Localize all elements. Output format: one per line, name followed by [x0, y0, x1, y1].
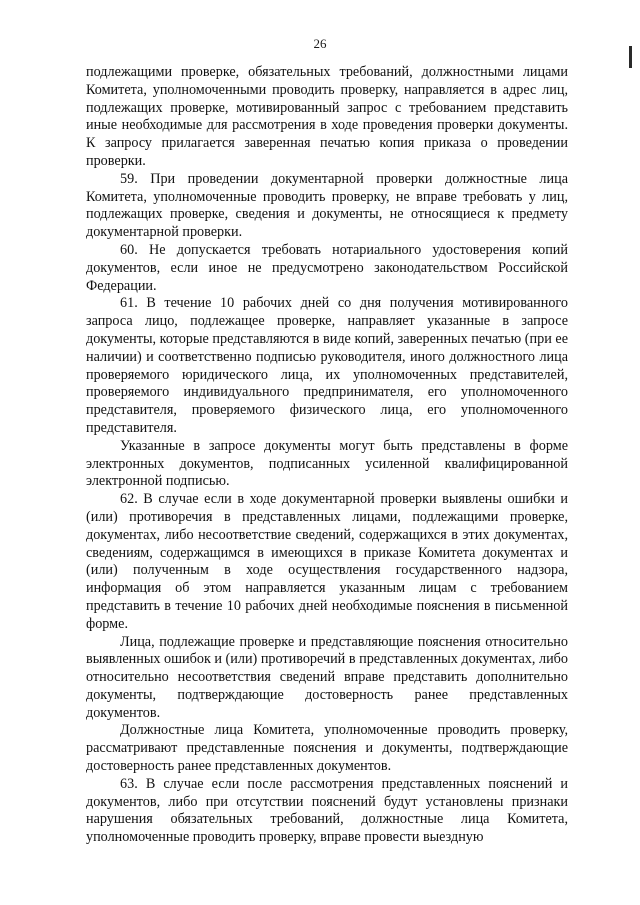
- paragraph-62: 62. В случае если в ходе документарной проверки выявлены ошибки и (или) противоречия в представленных лицами, подлежащими проверке, документах, либо несоответствие сведений, содержащихся в этих документах, сведениям, содержащимся в имеющихся в приказе Комитета документах и (или) полученным в ходе осуществления государственного надзора, информация об этом направляется указанным лицам с требованием представить в течение 10 рабочих дней необходимые пояснения в письменной форме.: [86, 491, 568, 632]
- document-body: [86, 64, 568, 847]
- paragraph-62-explanations: Лица, подлежащие проверке и представляющие пояснения относительно выявленных ошибок и (или) противоречий в представленных документах, либо относительно несоответствия сведений вправе представить дополнительно документы, подтверждающие достоверность ранее представленных документов.: [86, 633, 568, 721]
- paragraph-60: 60. Не допускается требовать нотариального удостоверения копий документов, если иное не предусмотрено законодательством Российской Федерации.: [86, 241, 568, 294]
- scan-margin-mark: [629, 46, 632, 68]
- paragraph-63: 63. В случае если после рассмотрения представленных пояснений и документов, либо при отсутствии пояснений будут установлены признаки нарушения обязательных требований, должностные лица Комитета, уполномоченные проводить проверку, вправе провести выездную: [86, 775, 568, 846]
- paragraph-59: 59. При проведении документарной проверки должностные лица Комитета, уполномоченные проводить проверку, не вправе требовать у лиц, подлежащих проверке, сведения и документы, не относящиеся к предмету документарной проверки.: [86, 170, 568, 241]
- paragraph-continuation: подлежащими проверке, обязательных требований, должностными лицами Комитета, уполномоченными проводить проверку, направляется в адрес лиц, подлежащих проверке, мотивированный запрос с требованием представить иные необходимые для рассмотрения в ходе проведения проверки документы. К запросу прилагается заверенная печатью копия приказа о проведении проверки.: [86, 64, 568, 169]
- paragraph-61-electronic: Указанные в запросе документы могут быть представлены в форме электронных документов, подписанных усиленной квалифицированной электронной подписью.: [86, 437, 568, 490]
- paragraph-61: 61. В течение 10 рабочих дней со дня получения мотивированного запроса лицо, подлежащее проверке, направляет указанные в запросе документы, которые представляются в виде копий, заверенных печатью (при ее наличии) и соответственно подписью руководителя, иного должностного лица проверяемого юридического лица, их уполномоченных представителей, проверяемого индивидуального предпринимателя, его уполномоченного представителя, проверяемого физического лица, его уполномоченного представителя.: [86, 295, 568, 436]
- page-number: 26: [313, 36, 327, 51]
- paragraph-62-review: Должностные лица Комитета, уполномоченные проводить проверку, рассматривают представленные пояснения и документы, подтверждающие достоверность ранее представленных документов.: [86, 722, 568, 775]
